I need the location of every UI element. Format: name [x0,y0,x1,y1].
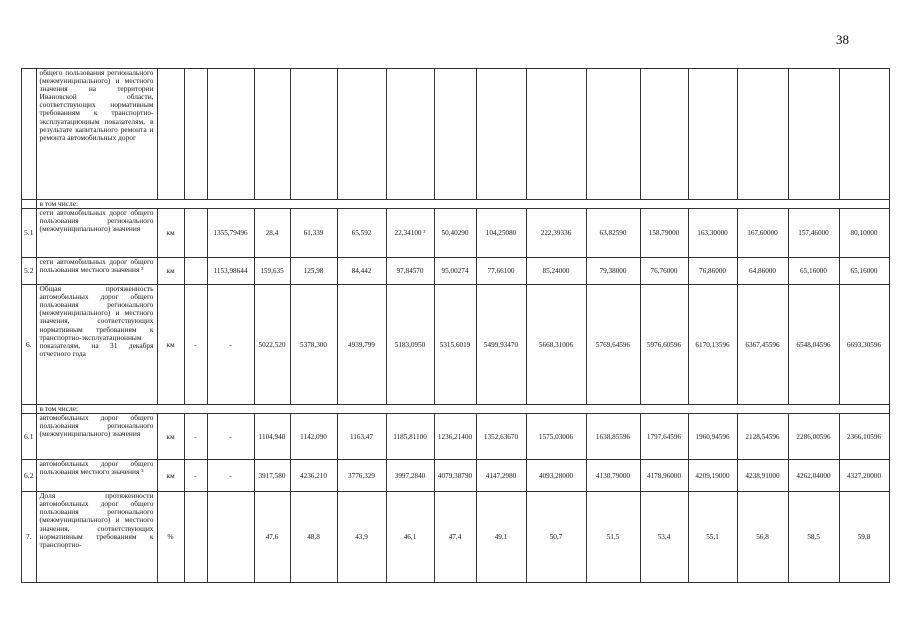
value-cell: 84,442 [337,258,386,285]
value-cell: 49,1 [476,492,526,583]
value-cell: 6170,13596 [688,285,737,405]
indicator-name-cell: Доля протяженности автомобильных дорог общего пользования регионального (межмуниципального) и местного значения, соответствующих нормативным требованиям к транспортно- [36,492,157,583]
table-row [22,258,890,285]
subheading-cell: в том числе: [36,405,889,414]
row-number-cell: 6. [22,285,37,405]
base-value-cell: 1153,98644 [207,258,254,285]
value-cell: 22,34100 ³ [386,209,434,258]
value-cell: 4327,20000 [839,460,889,492]
value-cell: 2366,10596 [839,414,889,460]
base-value-cell: - [207,460,254,492]
value-cell: 5315,6019 [434,285,476,405]
base-cell [184,209,207,258]
table-row [22,414,890,460]
value-cell [839,69,889,200]
value-cell: 104,25080 [476,209,526,258]
value-cell: 46,1 [386,492,434,583]
base-value-cell: - [207,414,254,460]
unit-cell [157,69,184,200]
base-cell [184,492,207,583]
base-cell: - [184,285,207,405]
base-cell [184,69,207,200]
indicator-name-cell: общего пользования регионального (межмуниципального) и местного значения на территории Ивановской области, соответствующих нормативным требованиям к транспортно-эксплуатационным показателям, в результате капитального ремонта и ремонта автомобильных дорог [36,69,157,200]
row-number-cell [22,405,37,414]
value-cell: 4238,91000 [737,460,788,492]
value-cell: 65,16000 [839,258,889,285]
value-cell: 4178,96000 [640,460,688,492]
row-number-cell: 5.1 [22,209,37,258]
value-cell: 1236,21400 [434,414,476,460]
value-cell [290,69,337,200]
base-value-cell: 1355,79496 [207,209,254,258]
value-cell: 2286,00596 [788,414,839,460]
value-cell: 64,86000 [737,258,788,285]
indicator-name-cell: Общая протяженность автомобильных дорог общего пользования регионального (межмуниципального) и местного значения, соответствующих нормативным требованиям к транспортно-эксплуатационным показателям, на 31 декабря отчетного года [36,285,157,405]
base-cell: - [184,460,207,492]
value-cell: 28,4 [254,209,290,258]
value-cell: 1960,94596 [688,414,737,460]
indicator-name-cell: сети автомобильных дорог общего пользования регионального (межмуниципального) значения [36,209,157,258]
value-cell: 4093,28000 [526,460,586,492]
value-cell: 4939,799 [337,285,386,405]
value-cell: 80,10000 [839,209,889,258]
value-cell: 4209,19000 [688,460,737,492]
value-cell: 53,4 [640,492,688,583]
value-cell: 5183,0950 [386,285,434,405]
value-cell: 56,8 [737,492,788,583]
value-cell [386,69,434,200]
base-value-cell: - [207,285,254,405]
value-cell: 5769,64596 [586,285,640,405]
value-cell: 65,592 [337,209,386,258]
value-cell: 6548,04596 [788,285,839,405]
value-cell: 1638,85596 [586,414,640,460]
value-cell [526,69,586,200]
value-cell: 3997,2840 [386,460,434,492]
value-cell: 1104,940 [254,414,290,460]
indicator-name-cell: автомобильных дорог общего пользования местного значения ³ [36,460,157,492]
value-cell: 6367,45596 [737,285,788,405]
table-row [22,460,890,492]
table-row [22,69,890,200]
value-cell: 5378,300 [290,285,337,405]
value-cell: 5668,31006 [526,285,586,405]
row-number-cell [22,200,37,209]
value-cell: 4147,2980 [476,460,526,492]
value-cell: 1352,63670 [476,414,526,460]
value-cell: 76,86000 [688,258,737,285]
value-cell: 5499,93470 [476,285,526,405]
value-cell [737,69,788,200]
row-number-cell: 6.2 [22,460,37,492]
value-cell [254,69,290,200]
value-cell: 3917,580 [254,460,290,492]
value-cell: 50,7 [526,492,586,583]
value-cell: 125,98 [290,258,337,285]
page-number: 38 [836,32,849,47]
base-value-cell [207,492,254,583]
value-cell [434,69,476,200]
value-cell: 167,60000 [737,209,788,258]
unit-cell: км [157,285,184,405]
value-cell: 4262,04000 [788,460,839,492]
unit-cell: км [157,209,184,258]
table-row [22,200,890,209]
unit-cell: % [157,492,184,583]
value-cell: 158,79000 [640,209,688,258]
indicator-table [21,68,890,583]
value-cell: 59,8 [839,492,889,583]
value-cell: 77,66100 [476,258,526,285]
value-cell: 63,82590 [586,209,640,258]
value-cell: 55,1 [688,492,737,583]
value-cell: 159,635 [254,258,290,285]
value-cell [788,69,839,200]
unit-cell: км [157,414,184,460]
value-cell: 51,5 [586,492,640,583]
value-cell: 157,46000 [788,209,839,258]
value-cell: 1163,47 [337,414,386,460]
value-cell: 4079,38790 [434,460,476,492]
value-cell: 65,16000 [788,258,839,285]
table-row [22,285,890,405]
value-cell: 4236,210 [290,460,337,492]
row-number-cell: 7. [22,492,37,583]
value-cell: 79,38000 [586,258,640,285]
value-cell: 58,5 [788,492,839,583]
value-cell: 85,24000 [526,258,586,285]
unit-cell: км [157,460,184,492]
table-row [22,405,890,414]
value-cell: 1575,03006 [526,414,586,460]
value-cell: 1185,81100 [386,414,434,460]
value-cell: 43,9 [337,492,386,583]
value-cell [586,69,640,200]
base-value-cell [207,69,254,200]
table-row [22,209,890,258]
subheading-cell: в том числе: [36,200,889,209]
value-cell: 47,6 [254,492,290,583]
value-cell: 1142,090 [290,414,337,460]
base-cell: - [184,414,207,460]
indicator-name-cell: автомобильных дорог общего пользования регионального (межмуниципального) значения [36,414,157,460]
value-cell: 222,39336 [526,209,586,258]
value-cell: 6693,30596 [839,285,889,405]
value-cell: 163,30000 [688,209,737,258]
value-cell: 50,40290 [434,209,476,258]
value-cell: 4130,79000 [586,460,640,492]
value-cell: 3776,329 [337,460,386,492]
value-cell [688,69,737,200]
value-cell [337,69,386,200]
value-cell: 5022,520 [254,285,290,405]
value-cell [476,69,526,200]
value-cell: 48,8 [290,492,337,583]
unit-cell: км [157,258,184,285]
row-number-cell: 5.2 [22,258,37,285]
row-number-cell [22,69,37,200]
base-cell [184,258,207,285]
value-cell: 1797,64596 [640,414,688,460]
value-cell: 97,84570 [386,258,434,285]
value-cell: 95,00274 [434,258,476,285]
value-cell: 47,4 [434,492,476,583]
value-cell: 76,76000 [640,258,688,285]
value-cell: 2128,54596 [737,414,788,460]
value-cell: 5976,60596 [640,285,688,405]
value-cell [640,69,688,200]
indicator-name-cell: сети автомобильных дорог общего пользования местного значения ³ [36,258,157,285]
row-number-cell: 6.1 [22,414,37,460]
table-row [22,492,890,583]
value-cell: 61,339 [290,209,337,258]
